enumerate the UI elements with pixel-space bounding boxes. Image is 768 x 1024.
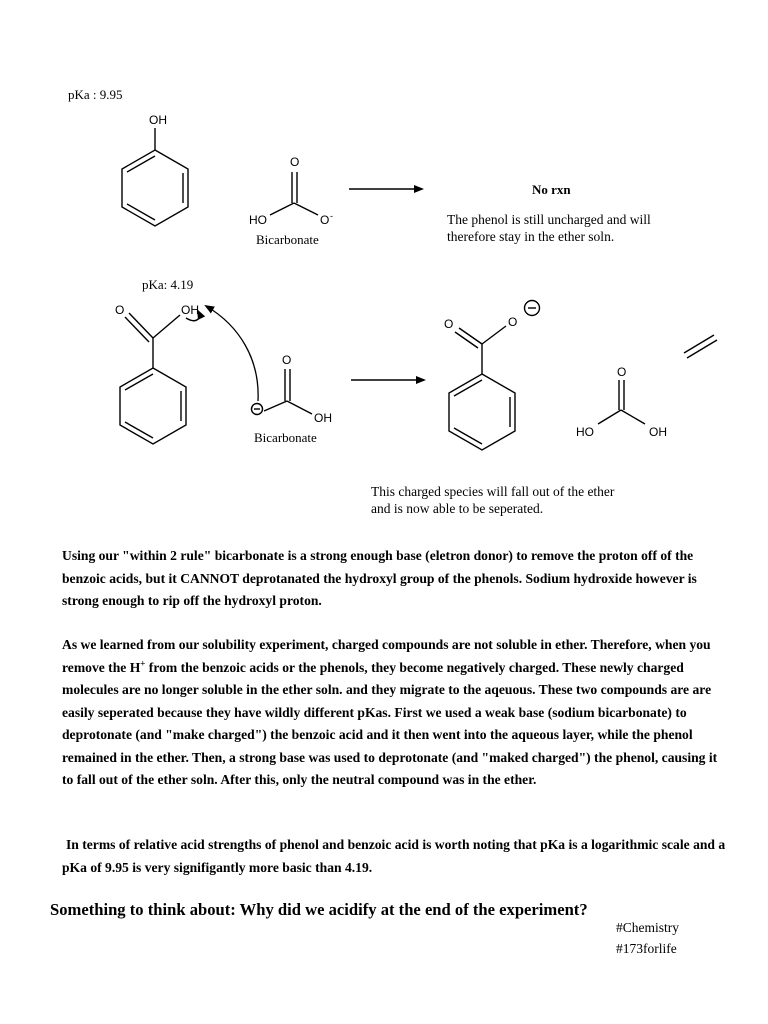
carbonic-o-label: O [617, 365, 627, 379]
bicarb-top-o-minus-label: O [320, 213, 330, 227]
partial-double-line [684, 335, 717, 358]
benzoic-c-oh-bond [153, 315, 180, 338]
paragraph-2-part-a: As we learned from our solubility experiment, charged compounds are not soluble in ether. Therefore, when you remove the H [62, 637, 711, 675]
benzoic-oh-label: OH [181, 303, 199, 317]
paragraph-solubility [62, 634, 727, 792]
paragraph-within-2-rule [62, 545, 727, 613]
hashtag-173forlife: #173forlife [616, 941, 677, 956]
paragraph-1-text: Using our "within 2 rule" bicarbonate is a strong enough base (eletron donor) to remove the proton off of the benzoic acids, but it CANNOT deprotanated the hydroxyl group of the phenols. Sodium hydroxide however is strong enough to rip off the hydroxyl proton. [62, 548, 697, 608]
carbonic-ho-label: HO [576, 425, 594, 439]
no-rxn-label: No rxn [532, 182, 571, 197]
bicarbonate-top-molecule [270, 172, 318, 215]
bicarb-top-label: Bicarbonate [256, 232, 319, 247]
paragraph-acid-strength [62, 834, 727, 879]
bicarb-top-minus-sign: - [330, 211, 333, 221]
phenol-molecule [122, 128, 188, 226]
benzoic-pka-label: pKa: 4.19 [142, 277, 194, 292]
carbonic-acid-molecule [598, 380, 645, 424]
phenol-pka-label: pKa : 9.95 [68, 87, 123, 102]
carbonic-oh-label: OH [649, 425, 667, 439]
bicarb-bottom-label: Bicarbonate [254, 430, 317, 445]
bicarb-bottom-left-bond [264, 401, 287, 411]
benzoate-co-double-b [455, 332, 478, 348]
bicarbonate-bottom-molecule [252, 369, 313, 415]
benzoic-o-label: O [115, 303, 125, 317]
paragraph-2-part-b: from the benzoic acids or the phenols, they become negatively charged. These newly charged molecules are no longer soluble in the ether soln. and they migrate to the aqeuous. These two compounds are are easily seperated because they have wildly different pKas. First we used a weak base (sodium bicarbonate) to deprotonate (and "make charged") the benzoic acid and it then went into the aqueous layer, while the phenol remained in the ether. Then, a strong base was used to deprotonate (and "maked charged") the phenol, causing it to fall out of the ether soln. After this, only the neutral compound was in the ether. [62, 659, 718, 787]
no-rxn-explanation: The phenol is still uncharged and will therefore stay in the ether soln. [447, 212, 651, 244]
carbonic-left-bond [598, 410, 621, 424]
hashtag-chemistry: #Chemistry [616, 920, 679, 935]
phenol-oh-label: OH [149, 113, 167, 127]
phenol-ring [122, 150, 188, 226]
benzoate-o-left-label: O [444, 317, 454, 331]
electron-push-arrow [206, 306, 258, 401]
paragraph-2-text [62, 634, 727, 792]
benzoate-co-double-a [459, 328, 482, 344]
benzoate-molecule [449, 301, 540, 451]
carbonic-right-bond [621, 410, 645, 424]
bicarb-top-right-bond [294, 203, 318, 215]
bicarb-bottom-oh-label: OH [314, 411, 332, 425]
paragraph-3-text: In terms of relative acid strengths of phenol and benzoic acid is worth noting that pKa is a logarithmic scale and a pKa of 9.95 is very signifigantly more basic than 4.19. [62, 837, 726, 875]
bicarb-bottom-o-label: O [282, 353, 292, 367]
bicarb-top-o-label: O [290, 155, 300, 169]
bicarb-bottom-right-bond [287, 401, 312, 414]
closing-question: Something to think about: Why did we acidify at the end of the experiment? [50, 900, 588, 919]
benzoate-c-o-bond [482, 326, 506, 344]
benzoate-o-right-label: O [508, 315, 518, 329]
proton-superscript: + [140, 657, 146, 668]
benzoate-ring [449, 374, 515, 450]
bicarb-top-ho-label: HO [249, 213, 267, 227]
product-caption: This charged species will fall out of the ether and is now able to be seperated. [371, 484, 615, 516]
benzoic-ring [120, 368, 186, 444]
bicarb-top-left-bond [270, 203, 294, 215]
benzoic-acid-molecule [120, 311, 199, 444]
